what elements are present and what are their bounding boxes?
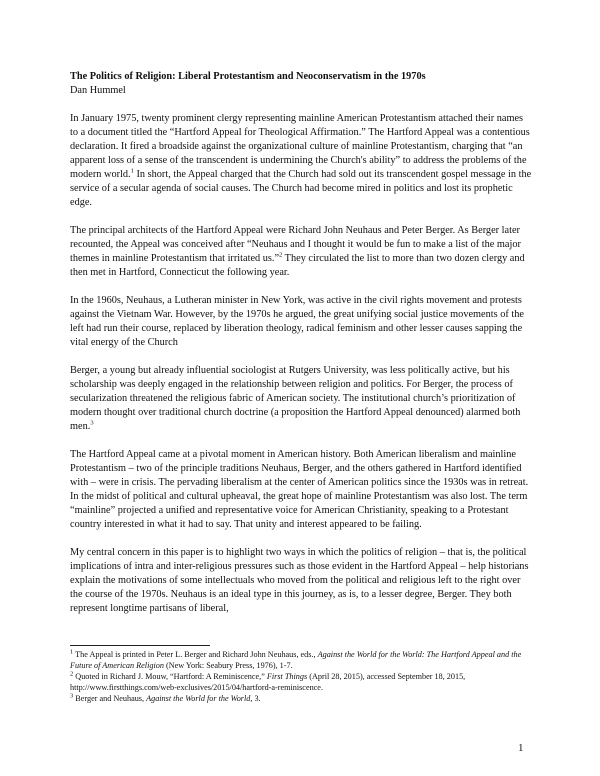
footnote-ref-2[interactable]: 2 <box>279 251 283 259</box>
footnote-1-number: 1 <box>70 648 74 656</box>
body-text <box>70 70 532 630</box>
footnote-1-book-title: Against the World for the World: The Hartford Appeal and the Future of American Religion <box>70 650 522 670</box>
footnote-1-text-a: The Appeal is printed in Peter L. Berger and Richard John Neuhaus, eds., <box>73 650 318 659</box>
footnote-3-text-b: , 3. <box>250 694 261 703</box>
footnote-2 <box>70 671 532 693</box>
paragraph-1-text-b: In short, the Appeal charged that the Church had sold out its transcendent gospel message in the service of a secular agenda of social causes. The Church had become mired in politics and lost its prophetic edge. <box>70 169 532 208</box>
footnote-ref-1[interactable]: 1 <box>130 167 134 175</box>
footnote-3-book-title: Against the World for the World <box>146 694 251 703</box>
footnote-3-number: 3 <box>70 692 74 700</box>
footnote-ref-3[interactable]: 3 <box>90 419 94 427</box>
footnote-3 <box>70 693 532 704</box>
footnotes-section <box>70 645 532 704</box>
paper-title: The Politics of Religion: Liberal Protestantism and Neoconservatism in the 1970s <box>70 71 426 82</box>
page-number: 1 <box>518 742 524 754</box>
paragraph-2 <box>70 224 532 280</box>
footnote-2-number: 2 <box>70 670 74 678</box>
paragraph-4-text: Berger, a young but already influential sociologist at Rutgers University, was less politically active, but his scholarship was deeply engaged in the relationship between religion and politics. For Berger, the process of secularization threatened the religious fabric of American society. The institutional church’s prioritization of modern thought over traditional church doctrine (a proposition the Hartford Appeal denounced) alarmed both men. <box>70 365 521 432</box>
paragraph-2-text-a: The principal architects of the Hartford Appeal were Richard John Neuhaus and Peter Berger. As Berger later recounted, the Appeal was conceived after “Neuhaus and I thought it would be fun to make a list of the major themes in mainline Protestantism that irritated us.” <box>70 225 521 264</box>
paragraph-1 <box>70 112 532 210</box>
paragraph-5: The Hartford Appeal came at a pivotal moment in American history. Both American liberalism and mainline Protestantism – two of the principle traditions Neuhaus, Berger, and the others gathered in Hartford identified with – were in crisis. The pervading liberalism at the center of American politics since the 1930s was in retreat. In the midst of political and cultural upheaval, the great hope of mainline Protestantism was also lost. The term “mainline” projected a unified and representative voice for American Christianity, speaking to a Protestant country interested in what it had to say. That unity and interest appeared to be failing. <box>70 449 529 530</box>
paragraph-3: In the 1960s, Neuhaus, a Lutheran minister in New York, was active in the civil rights movement and protests against the Vietnam War. However, by the 1970s he argued, the great unifying social justice movements of the left had run their course, replaced by liberation theology, radical feminism and other lesser causes sapping the vital energy of the Church <box>70 295 524 348</box>
footnote-1 <box>70 649 532 671</box>
footnote-2-journal-title: First Things <box>266 672 308 681</box>
footnote-divider <box>70 645 210 646</box>
paragraph-4 <box>70 364 532 434</box>
footnote-2-text-a: Quoted in Richard J. Mouw, “Hartford: A Reminiscence,” <box>73 672 267 681</box>
paragraph-2-text-b: They circulated the list to more than two dozen clergy and then met in Hartford, Connecticut the following year. <box>70 253 525 278</box>
paragraph-6: My central concern in this paper is to highlight two ways in which the politics of religion – that is, the political implications of intra and inter-religious pressures such as those evident in the Hartford Appeal – help historians explain the motivations of some intellectuals who moved from the political and religious left to the right over the course of the 1970s. Neuhaus is an ideal type in this journey, as is, to a lesser degree, Berger. They both represent longtime partisans of liberal, <box>70 547 529 614</box>
footnote-3-text-a: Berger and Neuhaus, <box>73 694 147 703</box>
author-name: Dan Hummel <box>70 85 126 96</box>
paragraph-1-text-a: In January 1975, twenty prominent clergy representing mainline American Protestantism attached their names to a document titled the “Hartford Appeal for Theological Affirmation.” The Hartford Appeal was a contentious declaration. It fired a broadside against the organizational culture of mainline Protestantism, charging that “an apparent loss of a sense of the transcendent is undermining the Church's ability” to address the problems of the modern world. <box>70 113 530 180</box>
footnote-2-text-b: (April 28, 2015), accessed September 18, 2015, http://www.firstthings.com/web-exclusives/2015/04/hartford-a-reminiscence. <box>70 672 466 692</box>
footnote-1-text-b: (New York: Seabury Press, 1976), 1-7. <box>163 661 293 670</box>
